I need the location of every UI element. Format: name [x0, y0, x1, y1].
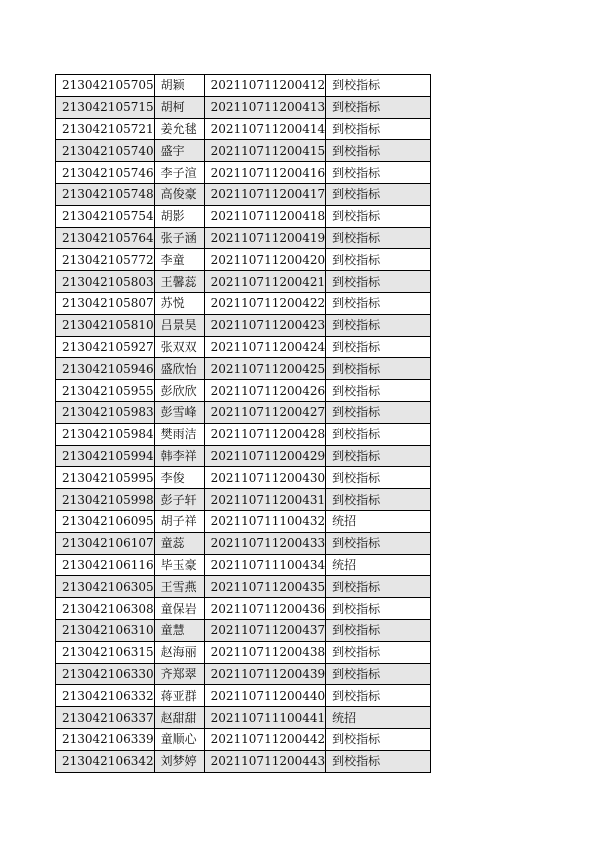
student-name-cell: 盛宇	[154, 140, 204, 162]
admission-type-cell: 到校指标	[326, 728, 431, 750]
exam-number-cell: 213042105955	[56, 380, 155, 402]
student-name-cell: 张双双	[154, 336, 204, 358]
student-name-cell: 李子渲	[154, 162, 204, 184]
exam-number-cell: 213042105740	[56, 140, 155, 162]
exam-number-cell: 213042106315	[56, 641, 155, 663]
exam-number-cell: 213042106095	[56, 510, 155, 532]
admission-number-cell: 202110711200419	[204, 227, 326, 249]
exam-number-cell: 213042105807	[56, 292, 155, 314]
exam-number-cell: 213042106310	[56, 619, 155, 641]
admission-type-cell: 到校指标	[326, 314, 431, 336]
exam-number-cell: 213042105721	[56, 118, 155, 140]
table-row	[56, 467, 431, 489]
admission-type-cell: 到校指标	[326, 401, 431, 423]
exam-number-cell: 213042106342	[56, 750, 155, 772]
student-name-cell: 苏悦	[154, 292, 204, 314]
student-name-cell: 王雪燕	[154, 576, 204, 598]
exam-number-cell: 213042105998	[56, 489, 155, 511]
table-row	[56, 685, 431, 707]
table-row	[56, 118, 431, 140]
student-name-cell: 赵甜甜	[154, 707, 204, 729]
admission-type-cell: 到校指标	[326, 380, 431, 402]
exam-number-cell: 213042106107	[56, 532, 155, 554]
admission-type-cell: 到校指标	[326, 336, 431, 358]
admission-number-cell: 202110711200414	[204, 118, 326, 140]
admission-number-cell: 202110711100441	[204, 707, 326, 729]
table-row	[56, 75, 431, 97]
student-name-cell: 高俊豪	[154, 183, 204, 205]
admission-number-cell: 202110711200435	[204, 576, 326, 598]
exam-number-cell: 213042105994	[56, 445, 155, 467]
exam-number-cell: 213042105983	[56, 401, 155, 423]
admission-type-cell: 到校指标	[326, 118, 431, 140]
admission-type-cell: 统招	[326, 510, 431, 532]
admission-number-cell: 202110711200424	[204, 336, 326, 358]
table-row	[56, 554, 431, 576]
admission-type-cell: 到校指标	[326, 75, 431, 97]
admission-number-cell: 202110711200416	[204, 162, 326, 184]
table-row	[56, 663, 431, 685]
admission-number-cell: 202110711200438	[204, 641, 326, 663]
admission-number-cell: 202110711200439	[204, 663, 326, 685]
student-name-cell: 童顺心	[154, 728, 204, 750]
table-body	[56, 75, 431, 773]
admission-type-cell: 到校指标	[326, 96, 431, 118]
exam-number-cell: 213042106116	[56, 554, 155, 576]
student-name-cell: 童蕊	[154, 532, 204, 554]
student-name-cell: 童慧	[154, 619, 204, 641]
exam-number-cell: 213042105754	[56, 205, 155, 227]
exam-number-cell: 213042106305	[56, 576, 155, 598]
table-row	[56, 292, 431, 314]
student-name-cell: 蒋亚群	[154, 685, 204, 707]
exam-number-cell: 213042105772	[56, 249, 155, 271]
admission-type-cell: 到校指标	[326, 162, 431, 184]
admission-type-cell: 到校指标	[326, 271, 431, 293]
exam-number-cell: 213042105746	[56, 162, 155, 184]
student-name-cell: 王馨蕊	[154, 271, 204, 293]
student-name-cell: 张子涵	[154, 227, 204, 249]
student-name-cell: 齐郑翠	[154, 663, 204, 685]
student-name-cell: 彭子轩	[154, 489, 204, 511]
table-row	[56, 576, 431, 598]
student-name-cell: 刘梦婷	[154, 750, 204, 772]
admission-number-cell: 202110711200442	[204, 728, 326, 750]
admission-number-cell: 202110711200431	[204, 489, 326, 511]
admission-number-cell: 202110711200437	[204, 619, 326, 641]
student-name-cell: 赵海丽	[154, 641, 204, 663]
table-row	[56, 205, 431, 227]
admission-number-cell: 202110711200430	[204, 467, 326, 489]
exam-number-cell: 213042105810	[56, 314, 155, 336]
admission-type-cell: 统招	[326, 554, 431, 576]
admission-type-cell: 到校指标	[326, 249, 431, 271]
admission-type-cell: 到校指标	[326, 423, 431, 445]
table-row	[56, 489, 431, 511]
table-row	[56, 162, 431, 184]
admission-type-cell: 到校指标	[326, 445, 431, 467]
admission-number-cell: 202110711200418	[204, 205, 326, 227]
admission-type-cell: 到校指标	[326, 641, 431, 663]
admission-number-cell: 202110711200421	[204, 271, 326, 293]
admission-number-cell: 202110711200427	[204, 401, 326, 423]
admission-number-cell: 202110711200423	[204, 314, 326, 336]
admission-number-cell: 202110711200420	[204, 249, 326, 271]
admission-type-cell: 到校指标	[326, 685, 431, 707]
admission-type-cell: 到校指标	[326, 140, 431, 162]
student-name-cell: 吕景昊	[154, 314, 204, 336]
student-name-cell: 李俊	[154, 467, 204, 489]
admission-number-cell: 202110711200426	[204, 380, 326, 402]
student-name-cell: 胡颖	[154, 75, 204, 97]
exam-number-cell: 213042105715	[56, 96, 155, 118]
exam-number-cell: 213042106308	[56, 598, 155, 620]
admission-type-cell: 到校指标	[326, 598, 431, 620]
student-name-cell: 胡柯	[154, 96, 204, 118]
table-row	[56, 227, 431, 249]
admission-number-cell: 202110711100432	[204, 510, 326, 532]
exam-number-cell: 213042105927	[56, 336, 155, 358]
student-name-cell: 童保岩	[154, 598, 204, 620]
exam-number-cell: 213042105748	[56, 183, 155, 205]
exam-number-cell: 213042105803	[56, 271, 155, 293]
admission-number-cell: 202110711200425	[204, 358, 326, 380]
admission-type-cell: 统招	[326, 707, 431, 729]
exam-number-cell: 213042106337	[56, 707, 155, 729]
table-row	[56, 750, 431, 772]
student-name-cell: 彭欣欣	[154, 380, 204, 402]
table-row	[56, 510, 431, 532]
student-name-cell: 胡子祥	[154, 510, 204, 532]
student-name-cell: 韩李祥	[154, 445, 204, 467]
table-row	[56, 598, 431, 620]
admission-type-cell: 到校指标	[326, 358, 431, 380]
admission-number-cell: 202110711200413	[204, 96, 326, 118]
admission-number-cell: 202110711200422	[204, 292, 326, 314]
admission-type-cell: 到校指标	[326, 227, 431, 249]
table-row	[56, 401, 431, 423]
student-name-cell: 盛欣怡	[154, 358, 204, 380]
exam-number-cell: 213042105984	[56, 423, 155, 445]
admission-number-cell: 202110711200428	[204, 423, 326, 445]
admission-number-cell: 202110711200412	[204, 75, 326, 97]
table-row	[56, 445, 431, 467]
student-name-cell: 樊雨洁	[154, 423, 204, 445]
admission-number-cell: 202110711200415	[204, 140, 326, 162]
table-row	[56, 314, 431, 336]
admission-type-cell: 到校指标	[326, 183, 431, 205]
table-row	[56, 249, 431, 271]
admission-number-cell: 202110711200417	[204, 183, 326, 205]
table-row	[56, 707, 431, 729]
admission-type-cell: 到校指标	[326, 489, 431, 511]
exam-number-cell: 213042105764	[56, 227, 155, 249]
admission-type-cell: 到校指标	[326, 532, 431, 554]
table-row	[56, 336, 431, 358]
student-name-cell: 毕玉豪	[154, 554, 204, 576]
student-name-cell: 彭雪峰	[154, 401, 204, 423]
table-row	[56, 423, 431, 445]
table-row	[56, 380, 431, 402]
exam-number-cell: 213042106330	[56, 663, 155, 685]
admission-type-cell: 到校指标	[326, 619, 431, 641]
exam-number-cell: 213042106332	[56, 685, 155, 707]
admission-type-cell: 到校指标	[326, 750, 431, 772]
exam-number-cell: 213042106339	[56, 728, 155, 750]
table-row	[56, 619, 431, 641]
admission-type-cell: 到校指标	[326, 205, 431, 227]
admission-number-cell: 202110711200443	[204, 750, 326, 772]
admission-type-cell: 到校指标	[326, 292, 431, 314]
admission-number-cell: 202110711200429	[204, 445, 326, 467]
table-row	[56, 96, 431, 118]
exam-number-cell: 213042105995	[56, 467, 155, 489]
student-name-cell: 李童	[154, 249, 204, 271]
exam-number-cell: 213042105946	[56, 358, 155, 380]
student-name-cell: 胡影	[154, 205, 204, 227]
table-row	[56, 140, 431, 162]
student-name-cell: 姜允毬	[154, 118, 204, 140]
table-row	[56, 641, 431, 663]
admission-number-cell: 202110711100434	[204, 554, 326, 576]
admission-number-cell: 202110711200433	[204, 532, 326, 554]
table-row	[56, 271, 431, 293]
admission-number-cell: 202110711200440	[204, 685, 326, 707]
table-row	[56, 728, 431, 750]
admission-number-cell: 202110711200436	[204, 598, 326, 620]
exam-number-cell: 213042105705	[56, 75, 155, 97]
table-row	[56, 532, 431, 554]
admission-type-cell: 到校指标	[326, 663, 431, 685]
admission-list-table	[55, 74, 431, 773]
admission-type-cell: 到校指标	[326, 576, 431, 598]
table-row	[56, 183, 431, 205]
admission-type-cell: 到校指标	[326, 467, 431, 489]
table-row	[56, 358, 431, 380]
